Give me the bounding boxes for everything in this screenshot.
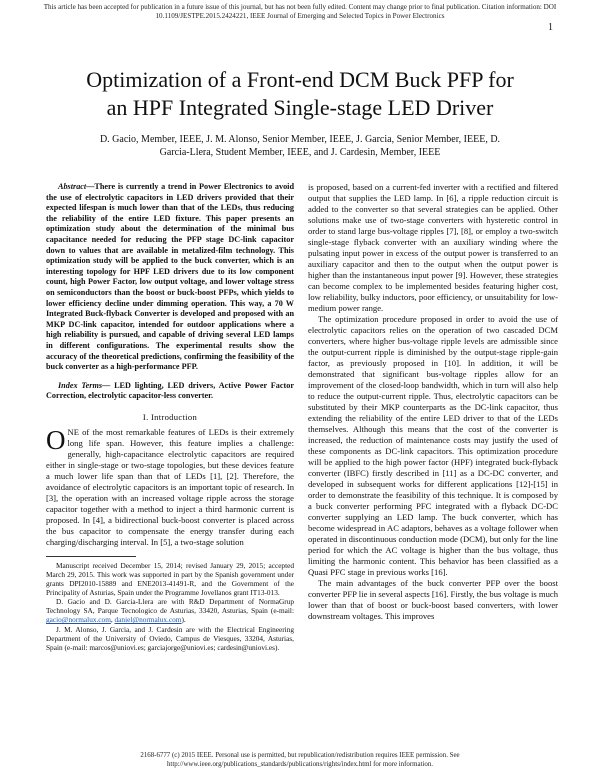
- footnotes: [46, 561, 294, 652]
- index-terms-label: Index Terms: [58, 380, 103, 390]
- abstract: [46, 182, 294, 373]
- introduction-text: NE of the most remarkable features of LEDs is their extremely long life span. However, this feature implies a challenge: generally, high-capacitance electrolytic capacitors are required either in single-stage or two-stage topologies, but these devices feature a much lower life span than that of LEDs [1], [2]. Therefore, the avoidance of electrolytic capacitors is an important topic of research. In [3], the operation with an increased voltage ripple across the storage capacitor together with a method to inject a third harmonic current is proposed. In [4], a bidirectional buck-boost converter is placed across the bus capacitor to compensate the energy transfer during each charging/discharging interval. In [5], a two-stage solution: [46, 426, 294, 547]
- paper-title: [40, 66, 560, 122]
- right-paragraph-1: is proposed, based on a current-fed inverter with a rectified and filtered output that supplies the LED lamp. In [6], a ripple reduction circuit is added to the converter so that several strategies can be applied. Other solutions make use of two-stage converters with hysteretic control in order to stand large bus-voltage ripples [7], [8], or employ a two-switch single-stage flyback converter with an auxiliary winding where the pulsating input power in excess of the output power is transferred to an auxiliary capacitor and then to the output when the output power is higher than the instantaneous input power [9]. However, these strategies can become complex to be implemented besides featuring higher cost, low reliability, bulky inductors, poor efficiency, or unsuitability for low-medium power range.: [308, 182, 558, 313]
- copyright-footer: [30, 752, 570, 769]
- footnote-affiliation-1: [46, 597, 294, 624]
- email-link-daniel[interactable]: daniel@normalux.com: [114, 615, 182, 625]
- footnote-divider: [46, 556, 136, 557]
- copyright-line-2: http://www.ieee.org/publications_standards/publications/rights/index.html for more information.: [166, 760, 433, 768]
- email-link-gacio[interactable]: gacio@normalux.com: [46, 615, 111, 625]
- notice-line-1: This article has been accepted for publication in a future issue of this journal, but has not been fully edited. Content may change prior to final publication. Citation information: DOI: [43, 3, 557, 11]
- index-terms-text: — LED lighting, LED drivers, Active Power Factor Correction, electrolytic capacitor-less converter.: [46, 380, 294, 401]
- right-paragraph-2: The optimization procedure proposed in order to avoid the use of electrolytic capacitors relies on the operation of two cascaded DCM converters, where higher bus-voltage ripple levels are admissible since the output-current ripple is diminished by the output-stage ripple-gain factor, as previously proposed in [10]. In addition, it will be demonstrated that significant bus-voltage ripples allow for an improvement of the closed-loop bandwidth, which in turn will also help to reduce the output-current ripple. Thus, electrolytic capacitors can be substituted by their MKP counterparts as the DC-link capacitor, thus extending the reliability of the entire LED driver to that of the LEDs themselves. Although this means that the cost of the converter is increased, the reduction of maintenance costs may justify the used of these components as DC-link capacitors. This optimization procedure will be applied to the high power factor (HPF) integrated buck-flyback converter (IBFC) firstly described in [11] as a DC-DC converter, and developed in subsequent works for different applications [12]-[15] in order to demonstrate the feasibility of this technique. It is composed by a buck converter performing PFC integrated with a flyback DC-DC converter supplying an LED lamp. The buck converter, which has become widespread in AC adaptors, behaves as a voltage follower when operated in discontinuous conduction mode (DCM), but only for the line period for which the AC voltage is higher than the bus voltage, thus limiting the harmonic content. This behavior has been classified as a Quasi PFC stage in previous works [16].: [308, 314, 558, 577]
- author-list: [45, 133, 555, 159]
- email-separator: ,: [110, 615, 115, 625]
- publication-notice: [30, 3, 570, 21]
- right-paragraph-3: The main advantages of the buck converter PFP over the boost converter PFP lie in several aspects [16]. Firstly, the bus voltage is much lower than that of boost or buck-boost based converters, with lower downstream voltages. This improves: [308, 578, 558, 621]
- index-terms: [46, 381, 294, 402]
- notice-line-2: 10.1109/JESTPE.2015.2424221, IEEE Journal of Emerging and Selected Topics in Power Electronics: [155, 12, 445, 20]
- drop-cap: O: [46, 424, 66, 455]
- section-heading-introduction: I. Introduction: [142, 411, 198, 422]
- right-column: [308, 182, 558, 622]
- abstract-text: —There is currently a trend in Power Electronics to avoid the use of electrolytic capacitors in LED drivers provided that their expected lifespan is much lower than that of the LEDs, thus reducing the reliability of the entire LED fixture. This paper presents an optimization study about the determination of the minimal bus capacitance needed for reducing the PFP stage DC-link capacitor down to values that are available in metalized-film technology. This optimization study will be applied to the buck converter, which is an interesting topology for HPF LED drivers due to its low component count, high Power Factor, low output voltage, and lower voltage stress on semiconductors than the boost or buck-boost PFPs, which yields to lower efficiency decline under dimming operation. This way, a 70 W Integrated Buck-flyback Converter is developed and proposed with an MKP DC-link capacitor, intended for outdoor applications where a high reliability is pursued, and capable of driving several LED lamps in different configurations. The experimental results show the accuracy of the theoretical predictions, confirming the feasibility of the buck converter as a high-performance PFP.: [46, 182, 294, 372]
- footnote-affiliation-1-end: ).: [181, 615, 186, 625]
- title-line-1: Optimization of a Front-end DCM Buck PFP for: [86, 67, 514, 92]
- footnote-affiliation-1-text: D. Gacio and D. Garcia-Llera are with R&D Department of NormaGrup Technology SA, Parque Tecnologico de Asturias, 33420, Asturias, Spain (e-mail:: [46, 597, 294, 616]
- authors-line-2: Garcia-Llera, Student Member, IEEE, and J. Cardesin, Member, IEEE: [159, 147, 441, 158]
- copyright-line-1: 2168-6777 (c) 2015 IEEE. Personal use is permitted, but republication/redistribution requires IEEE permission. See: [140, 752, 460, 759]
- introduction-paragraph: [46, 424, 294, 548]
- authors-line-1: D. Gacio, Member, IEEE, J. M. Alonso, Senior Member, IEEE, J. Garcia, Senior Member, IEEE, D.: [99, 134, 501, 145]
- left-column: [46, 182, 294, 652]
- title-line-2: an HPF Integrated Single-stage LED Driver: [106, 95, 494, 120]
- abstract-label: Abstract: [58, 182, 87, 191]
- page-number: 1: [548, 22, 553, 33]
- footnote-manuscript: Manuscript received December 15, 2014; revised January 29, 2015; accepted March 29, 2015. This work was supported in part by the Spanish government under grants DPI2010-15889 and ENE2013-41491-R, and the Government of the Principality of Asturias, Spain under the Programme Jovellanos grant IT13-013.: [46, 560, 294, 598]
- footnote-affiliation-2: J. M. Alonso, J. Garcia, and J. Cardesin are with the Electrical Engineering Department of the University of Oviedo, Campus de Viesques, 33204, Asturias, Spain (e-mail: marcos@uniovi.es; garciajorge@uniovi.es; cardesin@uniovi.es).: [46, 624, 294, 652]
